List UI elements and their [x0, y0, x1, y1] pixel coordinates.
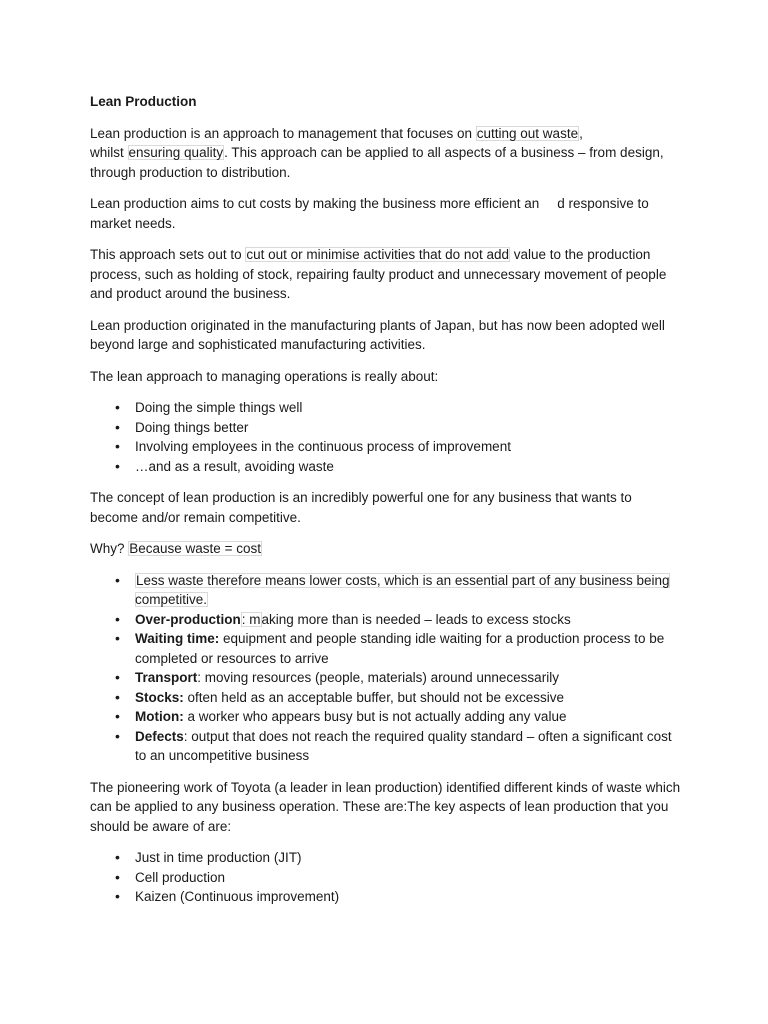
- document-title: Lean Production: [90, 94, 197, 109]
- list-lean-approach: [90, 398, 682, 476]
- list-key-aspects: [90, 848, 682, 907]
- highlight-cut-out-activities: cut out or minimise activities that do not add: [246, 247, 509, 262]
- paragraph-concept: The concept of lean production is an incredibly powerful one for any business that wants to become and/or remain competitive.: [90, 490, 632, 525]
- list-item: • Kaizen (Continuous improvement): [135, 887, 682, 907]
- highlight-ensuring-quality: ensuring quality: [128, 145, 224, 160]
- list-item: • Doing things better: [135, 418, 682, 438]
- text-run: aking more than is needed – leads to excess stocks: [261, 611, 571, 627]
- term-stocks: Stocks:: [135, 689, 184, 705]
- list-item: [135, 727, 682, 766]
- term-waiting-time: Waiting time:: [135, 631, 220, 646]
- term-transport: Transport: [135, 670, 198, 685]
- list-item: • Cell production: [135, 868, 682, 888]
- text-run: : output that does not reach the required quality standard – often a significant cost to an uncompetitive business: [135, 728, 672, 763]
- text-run: d responsive to market needs.: [90, 196, 649, 231]
- paragraph-approach: [90, 245, 682, 304]
- list-item: • …and as a result, avoiding waste: [135, 457, 682, 477]
- list-item: [135, 707, 682, 727]
- text-run: equipment and people standing idle waiting for a production process to be completed or resources to arrive: [135, 631, 665, 666]
- highlight-less-waste: Less waste therefore means lower costs, which is an essential part of any business being competitive.: [135, 572, 670, 607]
- text-run: Lean production aims to cut costs by making the business more efficient an: [90, 196, 540, 211]
- highlight-over-production-mid: : m: [241, 611, 261, 627]
- list-item: [135, 610, 682, 630]
- paragraph-really-about: The lean approach to managing operations is really about:: [90, 368, 439, 384]
- list-item: [135, 668, 682, 688]
- list-item: [135, 571, 682, 610]
- list-item: [135, 629, 682, 668]
- text-run: : moving resources (people, materials) around unnecessarily: [197, 670, 559, 685]
- list-item: • Involving employees in the continuous process of improvement: [135, 437, 682, 457]
- list-waste-types: [90, 571, 682, 766]
- text-run: whilst: [90, 145, 128, 160]
- text-run: . This approach can be applied to all aspects of a business – from design, through production to distribution.: [90, 145, 664, 180]
- text-run: This approach sets out to: [90, 247, 246, 262]
- paragraph-aims: [90, 194, 682, 233]
- term-over-production: Over-production: [135, 611, 241, 627]
- text-run: Why?: [90, 541, 129, 556]
- text-run: Lean production is an approach to management that focuses on: [90, 125, 476, 141]
- paragraph-toyota: The pioneering work of Toyota (a leader in lean production) identified different kinds of waste which can be applied to any business operation. These are:The key aspects of lean production that you should be aware of are:: [90, 779, 681, 834]
- paragraph-origin: Lean production originated in the manufacturing plants of Japan, but has now been adopted well beyond large and sophisticated manufacturing activities.: [90, 317, 665, 352]
- text-run: often held as an acceptable buffer, but should not be excessive: [183, 689, 565, 705]
- highlight-because-waste: Because waste = cost: [129, 541, 261, 556]
- term-defects: Defects: [135, 728, 184, 744]
- text-run: ,: [579, 125, 583, 141]
- paragraph-why: [90, 539, 682, 559]
- highlight-cutting-out-waste: cutting out waste: [476, 125, 579, 141]
- document-page: [90, 92, 682, 919]
- list-item: • Just in time production (JIT): [135, 848, 682, 868]
- paragraph-intro: [90, 124, 682, 183]
- list-item: • Doing the simple things well: [135, 398, 682, 418]
- term-motion: Motion:: [135, 709, 184, 724]
- text-run: value to the production process, such as holding of stock, repairing faulty product and unnecessary movement of people and product around the business.: [90, 247, 667, 301]
- list-item: [135, 688, 682, 708]
- text-run: a worker who appears busy but is not actually adding any value: [183, 709, 567, 724]
